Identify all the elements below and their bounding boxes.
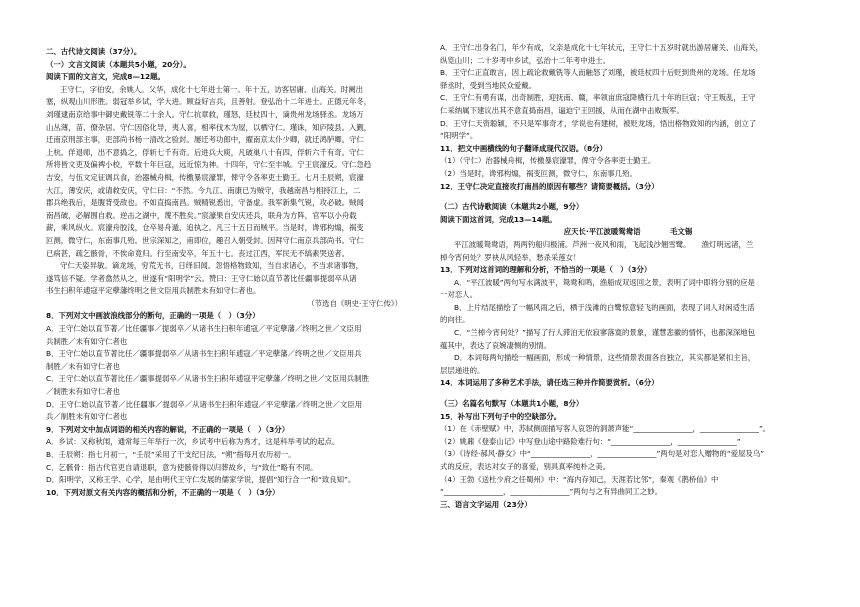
right-text-line: （二）古代诗歌阅读（本题共2小题，9分） [440,202,584,212]
left-text-line: D．王守仁始以直节著／比任疆事／提弱卒／从诸书生扫积年逋寇／平定孽藩／终明之世／文臣用 [46,399,363,409]
right-text-line: 13．下列对这首词的理解和分析，不恰当的一项是（ ）（3分） [440,265,652,275]
left-text-line: B．壬辰朔：指七月初一，“壬辰”采用了干支纪日法，“朔”指每月农历初一。 [46,450,296,459]
left-text-line: 刘瑾逮南京给事中御史戴铣等二十余人。守仁抗章救，瑾怒，廷杖四十，谪贵州龙场驿丞。龙场万 [46,109,364,119]
left-column [46,46,422,499]
right-text-line: 平江波暖鸳鸯语，两两钓船归极浦。芦洲一夜风和雨，飞起浅沙翘雪鹭。 渔灯明远渚，兰 [454,239,754,249]
right-text-line: （2）姚鼐《登泰山记》中写登山途中路险难行句：“________________，________________” [440,436,741,446]
left-text-line: 10．下列对原文有关内容的概括和分析，不正确的一项是（ ）（3分） [46,487,280,497]
right-text-line: （4）王勃《送杜少府之任蜀州》中：“海内存知己，天涯若比邻”，秦观《鹊桥仙》中 [440,474,719,484]
left-text-line: A．乡试：又称秋闱，通常每三年举行一次，乡试考中后称为秀才，这是科举考试的起点。 [46,437,340,447]
right-text-line: 三、语言文字运用（23分） [440,499,532,509]
left-text-line: 叵测，微守仁，东南事几殆。世宗深知之，甫即位，趣召入朝受封。因拜守仁南京兵部尚书。守仁 [46,235,364,245]
left-text-line: 兵制胜／未有如守仁者也 [46,336,128,346]
left-text-line: 遂笃信不疑。学者翕然从之，世遂有“阳明学”云。赞曰：王守仁始以直节著比任疆事提弱卒从诸 [46,273,357,283]
left-text-line: 山丛薄，苗、僚杂居。守仁因俗化导，夷人喜，相率伐木为屋，以栖守仁。瑾诛，知庐陵县。入觐， [46,122,372,132]
right-text-line: “________________，________________”两句与之有异曲同工之妙。 [440,487,662,497]
left-text-line: 阅读下面的文言文，完成8—12题。 [46,72,165,82]
left-text-line: C．王守仁始以直节著比任／疆事提弱卒／从诸书生扫积年逋寇平定孽藩／终明之世／文臣用兵制胜 [46,374,369,384]
right-text-line: 层层递进的。 [440,365,485,375]
right-text-line: 的向往。 [440,315,470,325]
right-text-line: （1）在《赤壁赋》中，苏轼侧面描写客人哀怨的洞萧声能“________________，________________”。 [440,424,771,434]
left-text-line: 大江，薄安庆，或请救安庆，守仁曰：“不然。今九江、南康已为贼守，我越南昌与相持江上，二 [46,185,361,195]
right-text-line: 蕴其中，表达了哀婉凄恻的别情。 [440,340,551,350]
right-text-line: B．王守仁正直敢言，因上疏论救戴铣等人而触怒了刘瑾，被廷杖四十后贬到贵州的龙场。任龙场 [440,68,756,78]
right-text-line: C．“兰棹今宵何处？”描写了行人滞泊无依寂寥落寞的景象，谨慧悲徽的情怀，也都深深地包 [454,328,756,338]
left-text-line: 8．下列对文中画波浪线部分的断句，正确的一项是（ ）（3分） [46,311,260,321]
right-text-line: 纵览山川；二十岁考中乡试，弘治十二年考中进士。 [440,55,610,65]
right-text-line: B．上片结尾描绘了一幅风雨之后，栖于浅滩的白鹭惊意轻飞的画面，表现了词人对闲适生活 [454,302,755,312]
left-text-line: A．王守仁始以直节著／比任疆事／提弱卒／从诸书生扫积年逋寇／平定孽藩／终明之世／文臣用 [46,324,362,334]
right-text-line: 11．把文中画横线的句子翻译成现代汉语。（8分） [440,143,607,153]
left-text-line: （节选自《明史·王守仁传》） [307,298,402,308]
left-text-line: 薪，乘风纵火。宸濠舟胶浅，仓卒易舟遁，追执之。凡三十五日而贼平。当是时，谗邪构煽，祸变 [46,223,364,233]
right-text-line: （1）（守仁）治器械舟楫，传檄暴宸濠罪，俾守令各率吏士勤王。 [440,156,656,166]
left-text-line: 郡兵绝我后，是腹背受敌也。不如直捣南昌。贼精锐悉出，守备虚。我军新集气锐，攻必破。贼闻 [46,198,364,208]
right-text-line: A．王守仁出身名门，年少有成，父亲是成化十七年状元，王守仁十五岁时就出游居庸关、山海关， [440,43,763,52]
right-text-line: 12．王守仁决定直接攻打南昌的原因有哪些？请简要概括。（3分） [440,181,659,191]
left-text-line: D．阳明学，又称王学、心学，是由明代王守仁发展的儒家学说，提倡“知行合一”和“致良知”。 [46,475,356,485]
right-text-line: 一对恋人。 [440,290,477,300]
left-text-line: 制胜／未有如守仁者也 [46,361,120,371]
left-text-line: 塞，纵观山川形胜。弱冠举乡试，学大进。顾益好言兵，且善射。登弘治十二年进士。正德元年冬， [46,97,372,107]
right-text-line: （2）当是时，谗邪构煽，祸变叵测，微守仁，东南事几殆。 [440,168,637,178]
left-text-line: 9．下列对文中加点词语的相关内容的解说，不正确的一项是（ ）（3分） [46,424,290,434]
left-text-line: 兵／制胜未有如守仁者也 [46,412,128,422]
right-text-line: （三）名篇名句默写（本题共1小题，8分） [440,399,584,409]
left-text-line: 吉安，与伍文定征调兵食，治器械舟楫，传檄暴宸濠罪，俾守令各率吏士勤王。七月壬辰朔，宸濠 [46,172,364,182]
left-text-line: B．王守仁始以直节著比任／疆事提弱卒／从诸书生扫积年逋寇／平定孽藩／终明之世／文臣用兵 [46,349,362,359]
right-text-line: D．本词每两句描绘一幅画面，形成一种情景，这些情景表面各自独立，其实都是紧扣主旨， [454,353,756,363]
right-text-line: 仁采纳属下建议出其不意直捣南昌，逼迫宁王回援，从而在湖中击败叛军。 [440,105,684,115]
right-text-line: A．“平江波暖”两句写水满波平，鸳鸯和鸣，渔船成双返回之景，表明了词中即将分别的应是 [454,277,755,287]
right-text-line: （3）《诗经·郝风·静女》中“________________，________________”两句是对恋人赠物的“爱屋及乌” [440,449,765,459]
left-text-line: （一）文言文阅读（本题共5小题，20分）。 [46,59,191,69]
right-text-line: 阅读下面这首词，完成13—14题。 [440,214,557,224]
left-text-line: 迁南京刑部主事，吏部尚书杨一清改之验封。屡迁考功郎中，擢南京太仆少卿，就迁鸿胪卿。守仁 [46,135,364,145]
left-text-line: 已病甚，疏乞骸骨，不俟命竟归。行至南安卒，年五十七。丧过江西，军民无不缟素哭送者。 [46,248,350,258]
right-text-line: D．王守仁天资聪颖，不只是军事奇才，学说也有建树，被贬龙场，悟出格物致知的内涵，创立了 [440,118,757,128]
left-text-line: 所将皆文吏及偏裨小校，平数十年巨寇，远近惊为神。十四年，守仁至丰城。宁王宸濠反。守仁急趋 [46,160,372,170]
left-text-line: 守仁天姿异敏。谪龙场，穷荒无书，日绎旧闻。忽悟格物致知，当自求诸心，不当求诸事物， [60,261,364,271]
right-text-line: 式的反应，表达对女子的喜爱，别具真率纯朴之美。 [440,462,610,471]
left-text-line: 二、古代诗文阅读（37分）。 [46,47,142,56]
right-text-line: 14．本词运用了多种艺术手法，请任选三种并作简要赏析。（6分） [440,378,659,388]
left-text-line: 王守仁，字伯安，余姚人。父华，成化十七年进士第一。年十五，访客居庸、山海关。时阑出 [60,84,364,94]
left-text-line: ／制胜未有如守仁者也 [46,387,120,397]
right-text-line: C．王守仁有勇有谋，出奇制胜，迎抚南、赣，率领亩庶寇降横行几十年的巨寇；守王叛乱，王守 [440,93,756,103]
left-text-line: 南昌破，必解围自救。逆击之湖中，蔑不胜矣。”宸濠果自安庆还兵，联舟为方阵，官军以小舟载 [46,210,357,220]
left-text-line: C．乞骸骨：指古代官吏自请退职，意为使骸骨得以归葬故乡，与“致仕”略有不同。 [46,462,318,472]
right-text-line: 15．补写出下列句子中的空缺部分。 [440,411,562,421]
right-column [440,42,816,511]
right-text-line: 应天长·平江波暖鸳鸯语 毛文锡 [563,227,693,237]
right-text-line: 驿丞时，受到当地民众爱戴。 [440,80,537,90]
right-text-line: 棹今宵何处？罗袂从风轻举，愁杀采莲女！ [440,252,581,262]
right-text-line: “阳明学”。 [440,131,478,141]
left-text-line: 书生扫积年逋寇平定孽藩终明之世文臣用兵制胜未有如守仁者也。 [46,286,261,296]
left-text-line: 上杭。佯退师，出不意捣之，俘斩七千有奇。后进兵大庾，凡破巢八十有四，俘斩六千有奇。守仁 [46,147,364,157]
